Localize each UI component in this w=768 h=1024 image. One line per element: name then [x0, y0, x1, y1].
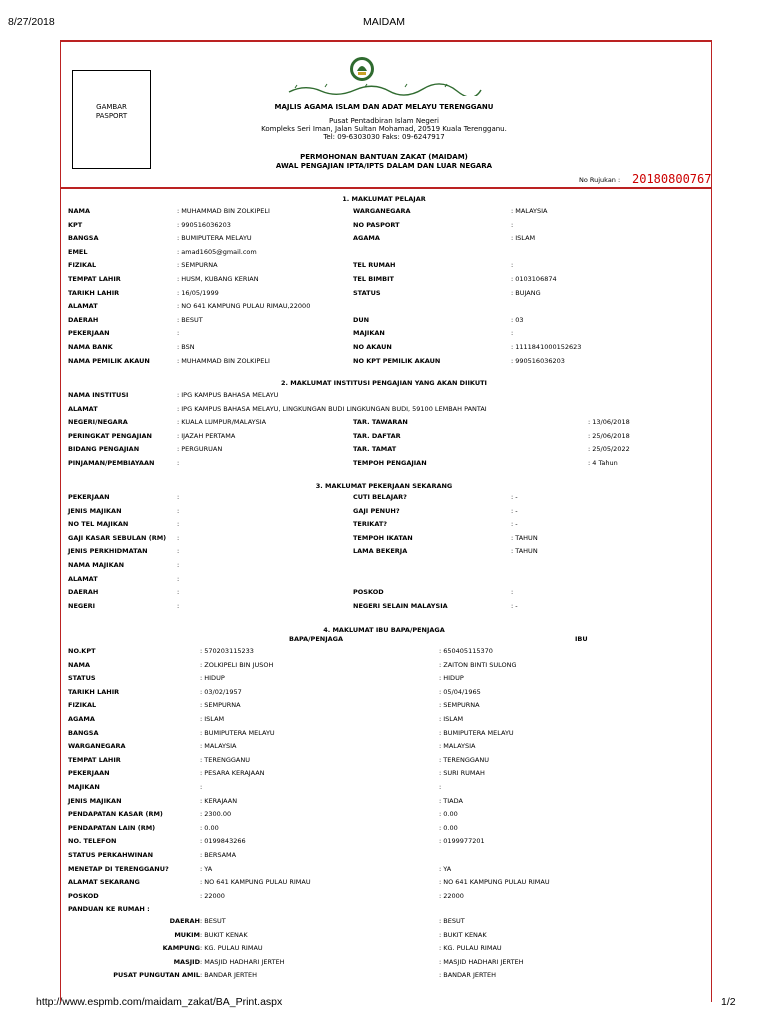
- mother-value: : 05/04/1965: [439, 687, 481, 696]
- father-guide-value: : BESUT: [200, 917, 226, 925]
- org-address-line2: Kompleks Seri Iman, Jalan Sultan Mohamad, 20519 Kuala Terengganu.: [261, 125, 507, 133]
- parents-info-label: STATUS: [68, 674, 96, 683]
- institution-info-label: NAMA INSTITUSI: [68, 391, 129, 399]
- employment-info-value: : -: [511, 601, 518, 610]
- employment-info-label: NAMA MAJIKAN: [68, 561, 125, 569]
- arabic-calligraphy-banner: [285, 82, 485, 96]
- student-info-label: PEKERJAAN: [68, 329, 110, 338]
- student-info-value: : 03: [511, 315, 524, 324]
- student-info-label: WARGANEGARA: [353, 207, 411, 215]
- student-info-label: NAMA BANK: [68, 343, 113, 351]
- print-page-number: 1/2: [721, 996, 736, 1008]
- student-info-value: : MUHAMMAD BIN ZOLKIPELI: [177, 356, 270, 365]
- student-info-label: MAJIKAN: [353, 329, 385, 338]
- student-info-label: AGAMA: [353, 234, 380, 243]
- father-value: :: [200, 783, 203, 791]
- employment-info-label: JENIS MAJIKAN: [68, 506, 122, 515]
- institution-info-value: : KUALA LUMPUR/MALAYSIA: [177, 418, 267, 427]
- mother-guide-value: : BANDAR JERTEH: [439, 971, 496, 980]
- student-info-title: 1. MAKLUMAT PELAJAR: [342, 195, 426, 203]
- reference-label: No Rujukan :: [579, 176, 621, 184]
- father-value: : 2300.00: [200, 810, 232, 819]
- reference-number: 20180800767: [632, 172, 712, 186]
- father-guide-value: : BANDAR JERTEH: [200, 971, 257, 980]
- student-info-value: :: [511, 261, 514, 270]
- employment-info-label: PEKERJAAN: [68, 493, 110, 501]
- mother-value: : 22000: [439, 891, 464, 900]
- father-value: : ISLAM: [200, 715, 225, 723]
- student-info-value: : ISLAM: [511, 234, 536, 243]
- parents-info-label: NO. TELEFON: [68, 837, 117, 846]
- home-guide-label: MUKIM: [174, 930, 200, 939]
- father-column-header: BAPA/PENJAGA: [289, 635, 344, 643]
- father-value: : BERSAMA: [200, 851, 237, 859]
- mother-value: : 0.00: [439, 823, 458, 832]
- employment-info-value: :: [177, 533, 180, 542]
- institution-info-value: : 4 Tahun: [588, 459, 618, 467]
- employment-info-label: NEGERI SELAIN MALAYSIA: [353, 601, 448, 610]
- org-phone-fax: Tel: 09-6303030 Faks: 09-6247917: [323, 133, 445, 141]
- print-url: http://www.espmb.com/maidam_zakat/BA_Print.aspx: [36, 996, 283, 1008]
- student-info-label: TEMPAT LAHIR: [68, 275, 121, 283]
- parents-info-label: FIZIKAL: [68, 701, 97, 710]
- mother-value: : YA: [439, 864, 452, 873]
- student-info-label: TARIKH LAHIR: [68, 288, 120, 297]
- employment-info-label: LAMA BEKERJA: [353, 547, 408, 556]
- institution-info-value: : PERGURUAN: [177, 445, 223, 454]
- form-subtitle: AWAL PENGAJIAN IPTA/IPTS DALAM DAN LUAR NEGARA: [275, 162, 493, 170]
- institution-info-label: TAR. DAFTAR: [353, 431, 401, 440]
- mother-value: : HIDUP: [439, 674, 464, 683]
- parents-info-label: STATUS PERKAHWINAN: [68, 851, 154, 859]
- parents-info-label: PEKERJAAN: [68, 769, 110, 778]
- employment-info-value: :: [177, 520, 180, 529]
- employment-info-value: : -: [511, 506, 518, 515]
- institution-info-label: NEGERI/NEGARA: [68, 418, 128, 427]
- employment-info-label: POSKOD: [353, 588, 384, 597]
- mother-value: : SEMPURNA: [439, 701, 480, 710]
- student-info-label: TEL RUMAH: [353, 261, 396, 270]
- student-info-label: TEL BIMBIT: [353, 275, 394, 283]
- mother-value: : ISLAM: [439, 715, 464, 723]
- institution-info-value: : IPG KAMPUS BAHASA MELAYU: [177, 391, 279, 399]
- student-info-label: EMEL: [68, 247, 88, 256]
- mother-guide-value: : BUKIT KENAK: [439, 930, 487, 939]
- org-name: MAJLIS AGAMA ISLAM DAN ADAT MELAYU TERENGGANU: [274, 103, 494, 111]
- student-info-label: DUN: [353, 315, 370, 324]
- father-guide-value: : KG. PULAU RIMAU: [200, 944, 263, 953]
- parents-info-label: PANDUAN KE RUMAH :: [68, 905, 150, 914]
- parents-info-label: ALAMAT SEKARANG: [68, 878, 140, 887]
- student-info-value: : BUJANG: [511, 288, 541, 297]
- employment-info-value: : -: [511, 520, 518, 529]
- employment-info-value: :: [177, 493, 180, 501]
- employment-info-label: CUTI BELAJAR?: [353, 493, 407, 501]
- employment-info-label: ALAMAT: [68, 574, 98, 583]
- student-info-value: : amad1605@gmail.com: [177, 247, 257, 256]
- parents-info-title: 4. MAKLUMAT IBU BAPA/PENJAGA: [323, 626, 445, 634]
- father-value: : NO 641 KAMPUNG PULAU RIMAU: [200, 878, 311, 887]
- employment-info-value: :: [511, 588, 514, 597]
- employment-info-value: : TAHUN: [511, 533, 538, 542]
- student-info-value: : MALAYSIA: [511, 207, 548, 215]
- institution-info-value: : IJAZAH PERTAMA: [177, 431, 236, 440]
- father-value: : MALAYSIA: [200, 742, 237, 751]
- employment-info-label: TERIKAT?: [353, 520, 388, 529]
- parents-info-label: NAMA: [68, 660, 90, 669]
- employment-info-value: : TAHUN: [511, 547, 538, 556]
- employment-info-label: TEMPOH IKATAN: [353, 533, 413, 542]
- employment-info-label: JENIS PERKHIDMATAN: [68, 547, 148, 556]
- mother-guide-value: : KG. PULAU RIMAU: [439, 944, 502, 953]
- father-value: : PESARA KERAJAAN: [200, 769, 265, 778]
- maidam-crest-logo: [349, 56, 375, 82]
- father-value: : 0199843266: [200, 837, 246, 846]
- student-info-value: : BSN: [177, 343, 195, 351]
- home-guide-label: DAERAH: [169, 917, 200, 925]
- parents-info-label: TEMPAT LAHIR: [68, 755, 121, 764]
- father-value: : BUMIPUTERA MELAYU: [200, 728, 275, 737]
- student-info-label: STATUS: [353, 288, 381, 297]
- mother-value: : 0199977201: [439, 837, 485, 846]
- mother-value: : 0.00: [439, 810, 458, 819]
- father-value: : YA: [200, 864, 213, 873]
- father-value: : ZOLKIPELI BIN JUSOH: [200, 660, 274, 669]
- student-info-value: : MUHAMMAD BIN ZOLKIPELI: [177, 207, 270, 215]
- institution-info-label: BIDANG PENGAJIAN: [68, 445, 140, 454]
- student-info-label: NO PASPORT: [353, 220, 400, 229]
- mother-value: : ZAITON BINTI SULONG: [439, 660, 517, 669]
- mother-value: : MALAYSIA: [439, 742, 476, 751]
- student-info-label: FIZIKAL: [68, 261, 97, 270]
- institution-info-label: TAR. TAMAT: [353, 445, 397, 454]
- institution-info-value: : 25/06/2018: [588, 431, 630, 440]
- student-info-label: DAERAH: [68, 315, 99, 324]
- parents-info-label: POSKOD: [68, 891, 99, 900]
- mother-value: : BUMIPUTERA MELAYU: [439, 728, 514, 737]
- mother-value: : TERENGGANU: [439, 755, 489, 764]
- student-info-value: : NO 641 KAMPUNG PULAU RIMAU,22000: [177, 302, 311, 311]
- employment-info-label: NO TEL MAJIKAN: [68, 520, 129, 529]
- mother-column-header: IBU: [575, 635, 588, 643]
- employment-info-label: GAJI PENUH?: [353, 506, 400, 515]
- student-info-label: BANGSA: [68, 234, 99, 243]
- employment-info-value: :: [177, 506, 180, 515]
- institution-info-value: :: [177, 459, 180, 467]
- student-info-value: : SEMPURNA: [177, 261, 218, 270]
- employment-info-value: :: [177, 574, 180, 583]
- father-value: : SEMPURNA: [200, 701, 241, 710]
- mother-value: : SURI RUMAH: [439, 769, 485, 778]
- student-info-value: : BUMIPUTERA MELAYU: [177, 234, 252, 243]
- student-info-value: : 990516036203: [177, 220, 231, 229]
- student-info-value: : 16/05/1999: [177, 288, 219, 297]
- employment-info-label: NEGERI: [68, 601, 96, 610]
- student-info-label: ALAMAT: [68, 302, 98, 311]
- student-info-value: : 1111841000152623: [511, 343, 582, 351]
- header-divider: [60, 187, 712, 189]
- home-guide-label: MASJID: [173, 957, 200, 966]
- print-title: MAIDAM: [363, 16, 405, 28]
- student-info-value: :: [511, 220, 514, 229]
- employment-info-value: :: [177, 601, 180, 610]
- institution-info-label: PERINGKAT PENGAJIAN: [68, 431, 152, 440]
- parents-info-label: NO.KPT: [68, 647, 96, 655]
- student-info-value: : 990516036203: [511, 356, 565, 365]
- parents-info-label: PENDAPATAN LAIN (RM): [68, 823, 156, 832]
- mother-guide-value: : BESUT: [439, 917, 465, 925]
- institution-info-value: : IPG KAMPUS BAHASA MELAYU, LINGKUNGAN BUDI LINGKUNGAN BUDI, 59100 LEMBAH PANTAI: [177, 404, 487, 413]
- home-guide-label: KAMPUNG: [162, 944, 200, 953]
- parents-info-label: PENDAPATAN KASAR (RM): [68, 810, 163, 819]
- print-date: 8/27/2018: [8, 16, 55, 28]
- mother-value: : 650405115370: [439, 647, 493, 655]
- institution-info-title: 2. MAKLUMAT INSTITUSI PENGAJIAN YANG AKAN DIIKUTI: [281, 379, 487, 387]
- parents-info-label: JENIS MAJIKAN: [68, 796, 122, 805]
- institution-info-value: : 13/06/2018: [588, 418, 630, 427]
- student-info-label: KPT: [68, 220, 83, 229]
- institution-info-label: ALAMAT: [68, 404, 98, 413]
- employment-info-label: DAERAH: [68, 588, 99, 597]
- institution-info-label: TEMPOH PENGAJIAN: [353, 459, 427, 467]
- mother-guide-value: : MASJID HADHARI JERTEH: [439, 957, 524, 966]
- student-info-label: NO KPT PEMILIK AKAUN: [353, 356, 441, 365]
- father-value: : TERENGGANU: [200, 755, 250, 764]
- student-info-label: NAMA: [68, 207, 90, 215]
- employment-info-value: :: [177, 547, 180, 556]
- institution-info-label: TAR. TAWARAN: [353, 418, 408, 427]
- father-guide-value: : MASJID HADHARI JERTEH: [200, 957, 285, 966]
- parents-info-label: MENETAP DI TERENGGANU?: [68, 864, 169, 873]
- mother-value: : NO 641 KAMPUNG PULAU RIMAU: [439, 878, 550, 887]
- mother-value: : TIADA: [439, 796, 463, 805]
- parents-info-label: TARIKH LAHIR: [68, 687, 120, 696]
- father-value: : 570203115233: [200, 647, 254, 655]
- father-value: : 0.00: [200, 823, 219, 832]
- passport-photo-label: GAMBAR PASPORT: [95, 103, 128, 120]
- student-info-value: :: [177, 329, 180, 338]
- employment-info-title: 3. MAKLUMAT PEKERJAAN SEKARANG: [315, 482, 453, 490]
- father-value: : 03/02/1957: [200, 687, 242, 696]
- father-value: : 22000: [200, 891, 225, 900]
- parents-info-label: WARGANEGARA: [68, 742, 126, 751]
- institution-info-label: PINJAMAN/PEMBIAYAAN: [68, 459, 155, 467]
- home-guide-label: PUSAT PUNGUTAN AMIL: [113, 971, 200, 980]
- parents-info-label: AGAMA: [68, 715, 95, 723]
- employment-info-label: GAJI KASAR SEBULAN (RM): [68, 533, 167, 542]
- student-info-value: : 0103106874: [511, 275, 557, 283]
- father-value: : HIDUP: [200, 674, 225, 683]
- institution-info-value: : 25/05/2022: [588, 445, 630, 454]
- father-value: : KERAJAAN: [200, 796, 238, 805]
- employment-info-value: :: [177, 588, 180, 597]
- student-info-value: :: [511, 329, 514, 338]
- student-info-label: NO AKAUN: [353, 343, 392, 351]
- form-title: PERMOHONAN BANTUAN ZAKAT (MAIDAM): [300, 153, 468, 161]
- employment-info-value: :: [177, 561, 180, 569]
- employment-info-value: : -: [511, 493, 518, 501]
- mother-value: :: [439, 783, 442, 791]
- student-info-value: : HUSM, KUBANG KERIAN: [177, 275, 259, 283]
- org-address-line1: Pusat Pentadbiran Islam Negeri: [329, 117, 439, 125]
- parents-info-label: MAJIKAN: [68, 783, 100, 791]
- student-info-value: : BESUT: [177, 315, 203, 324]
- father-guide-value: : BUKIT KENAK: [200, 930, 248, 939]
- parents-info-label: BANGSA: [68, 728, 99, 737]
- student-info-label: NAMA PEMILIK AKAUN: [68, 356, 150, 365]
